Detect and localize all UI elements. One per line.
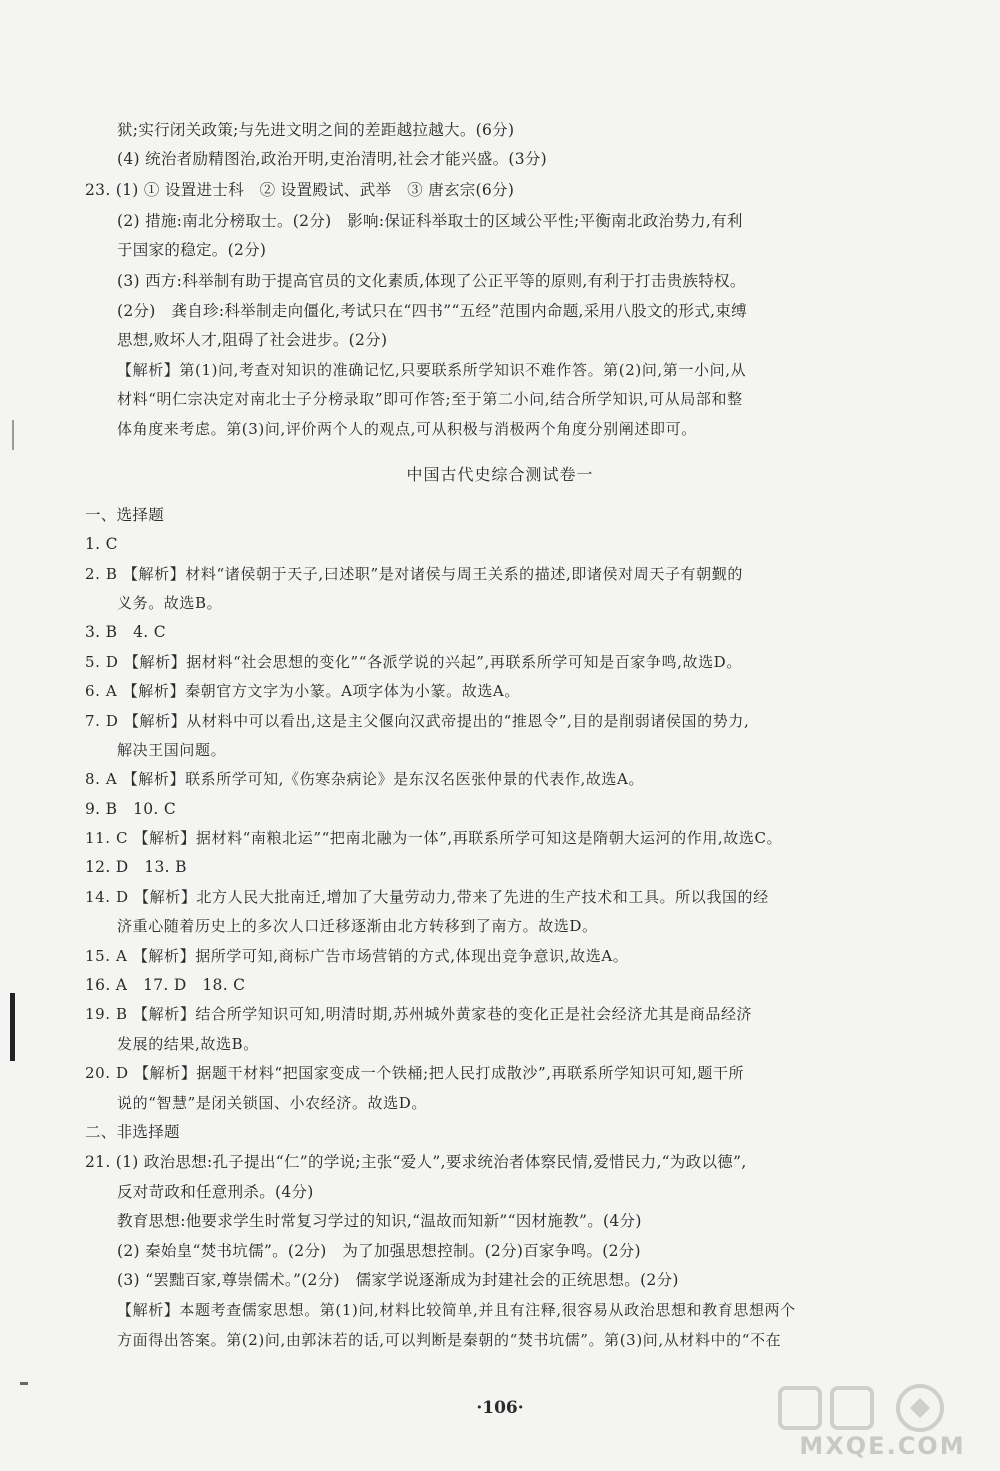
answer-line: 11. C 【解析】据材料“南粮北运”“把南北融为一体”,再联系所学可知这是隋朝大运河的作用,故选C。 [85,829,783,847]
watermark-text: MXQE.COM [799,1432,966,1460]
watermark-logo [770,1380,995,1468]
answer-line: 3. B 4. C [85,623,166,641]
answer-line: 解决王国问题。 [117,741,227,759]
text-line: 狱;实行闭关政策;与先进文明之间的差距越拉越大。(6分) [117,121,515,139]
text-line: (3) 西方:科举制有助于提高官员的文化素质,体现了公正平等的原则,有利于打击贵族特权。 [117,272,746,290]
answer-line: 教育思想:他要求学生时常复习学过的知识,“温故而知新”“因材施教”。(4分) [117,1212,642,1230]
answer-line: 说的“智慧”是闭关锁国、小农经济。故选D。 [117,1094,427,1112]
text-line: 思想,败坏人才,阻碍了社会进步。(2分) [117,331,388,349]
answer-line: 14. D 【解析】北方人民大批南迁,增加了大量劳动力,带来了先进的生产技术和工具。所以我国的经 [85,888,769,906]
answer-line: 12. D 13. B [85,858,187,876]
text-line: 于国家的稳定。(2分) [117,241,267,259]
section-heading: 一、选择题 [85,506,165,524]
section-heading: 二、非选择题 [85,1123,180,1141]
answer-line: 20. D 【解析】据题干材料“把国家变成一个铁桶;把人民打成散沙”,再联系所学知识可知,题干所 [85,1064,745,1082]
answer-line: 15. A 【解析】据所学可知,商标广告市场营销的方式,体现出竞争意识,故选A。 [85,947,629,965]
analysis-line: 体角度来考虑。第(3)问,评价两个人的观点,可从积极与消极两个角度分别阐述即可。 [117,420,697,438]
section-title: 中国古代史综合测试卷一 [406,465,594,484]
answer-line: 16. A 17. D 18. C [85,976,246,994]
text-line: (2) 措施:南北分榜取士。(2分) 影响:保证科举取士的区域公平性;平衡南北政治势力,有利 [117,212,743,230]
watermark-icon [770,1380,995,1435]
analysis-line: 【解析】本题考查儒家思想。第(1)问,材料比较简单,并且有注释,很容易从政治思想和教育思想两个 [117,1301,796,1319]
answer-line: (3) “罢黜百家,尊崇儒术。”(2分) 儒家学说逐渐成为封建社会的正统思想。(2分) [117,1271,679,1289]
analysis-line: 材料“明仁宗决定对南北士子分榜录取”即可作答;至于第二小问,结合所学知识,可从局部和整 [117,390,743,408]
text-line: (4) 统治者励精图治,政治开明,吏治清明,社会才能兴盛。(3分) [117,150,548,168]
answer-line: (2) 秦始皇“焚书坑儒”。(2分) 为了加强思想控制。(2分)百家争鸣。(2分) [117,1242,641,1260]
answer-line: 5. D 【解析】据材料“社会思想的变化”“各派学说的兴起”,再联系所学可知是百家争鸣,故选D。 [85,653,742,671]
answer-line: 21. (1) 政治思想:孔子提出“仁”的学说;主张“爱人”,要求统治者体察民情,爱惜民力,“为政以德”, [85,1153,747,1171]
answer-line: 9. B 10. C [85,800,177,818]
answer-line: 1. C [85,535,118,553]
answer-line: 6. A 【解析】秦朝官方文字为小篆。A项字体为小篆。故选A。 [85,682,520,700]
scan-mark [20,1382,28,1385]
text-line: 23. (1) ① 设置进士科 ② 设置殿试、武举 ③ 唐玄宗(6分) [85,181,515,199]
answer-line: 8. A 【解析】联系所学可知,《伤寒杂病论》是东汉名医张仲景的代表作,故选A。 [85,770,645,788]
page-number: ·106· [476,1398,524,1418]
answer-line: 济重心随着历史上的多次人口迁移逐渐由北方转移到了南方。故选D。 [117,917,598,935]
analysis-line: 【解析】第(1)问,考查对知识的准确记忆,只要联系所学知识不难作答。第(2)问,第一小问,从 [117,361,747,379]
answer-line: 2. B 【解析】材料“诸侯朝于天子,曰述职”是对诸侯与周王关系的描述,即诸侯对周天子有朝觐的 [85,565,743,583]
text-line: (2分) 龚自珍:科举制走向僵化,考试只在“四书”“五经”范围内命题,采用八股文的形式,束缚 [117,302,747,320]
answer-line: 发展的结果,故选B。 [117,1035,259,1053]
analysis-line: 方面得出答案。第(2)问,由郭沫若的话,可以判断是秦朝的“焚书坑儒”。第(3)问,从材料中的“不在 [117,1331,782,1349]
scan-mark [10,993,15,1061]
answer-line: 19. B 【解析】结合所学知识可知,明清时期,苏州城外黄家巷的变化正是社会经济尤其是商品经济 [85,1005,753,1023]
answer-line: 7. D 【解析】从材料中可以看出,这是主父偃向汉武帝提出的“推恩令”,目的是削弱诸侯国的势力, [85,712,750,730]
answer-line: 反对苛政和任意刑杀。(4分) [117,1183,314,1201]
scan-mark [12,420,14,450]
answer-line: 义务。故选B。 [117,594,223,612]
